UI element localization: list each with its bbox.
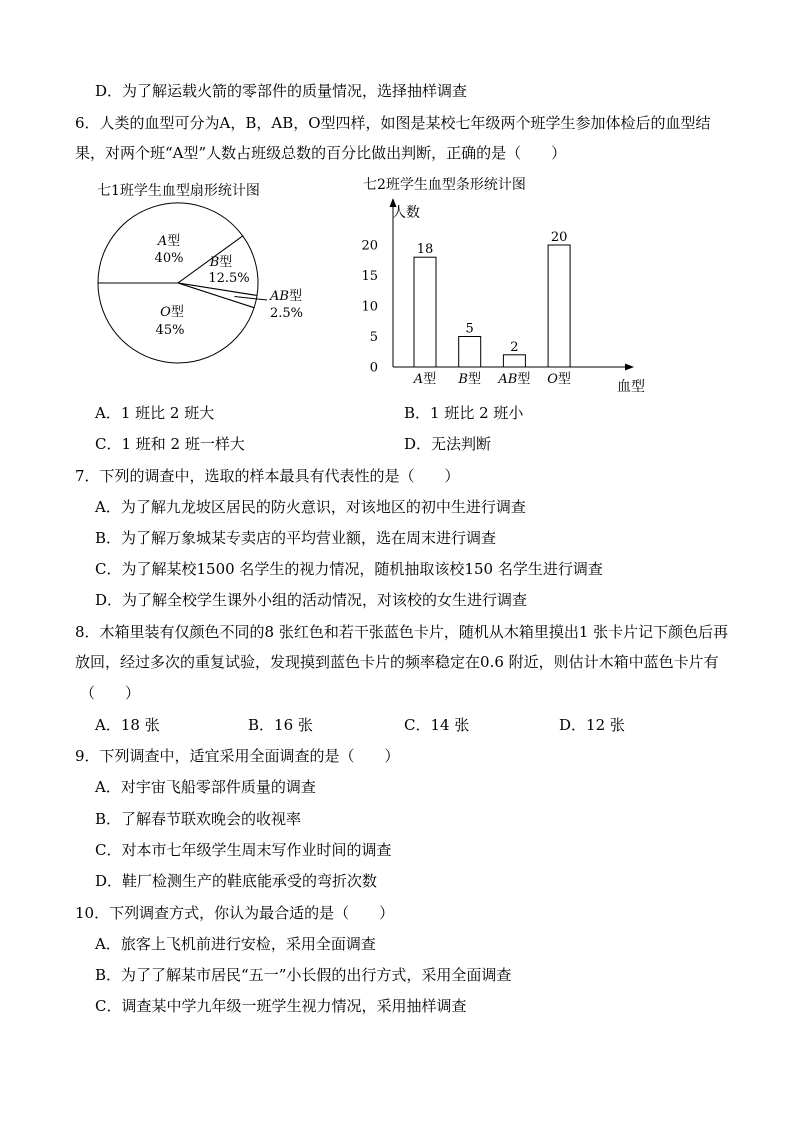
q6-option-a: A．1 班比 2 班大	[95, 404, 215, 422]
bar-category-b: B型	[458, 372, 481, 387]
y-tick-labels	[361, 239, 378, 376]
q8-option-d: D．12 张	[559, 716, 625, 734]
q8-option-c: C．14 张	[404, 716, 470, 734]
x-axis-label: 血型	[617, 379, 645, 395]
q7-option-c: C．为了解某校1500 名学生的视力情况，随机抽取该校150 名学生进行调查	[95, 560, 603, 578]
pie-chart-title: 七1班学生血型扇形统计图	[97, 183, 260, 199]
bar-category-ab: AB型	[498, 372, 531, 387]
y-tick-15: 15	[361, 269, 378, 284]
y-tick-0: 0	[369, 360, 378, 376]
q6-option-d: D．无法判断	[404, 435, 492, 453]
pie-label-o: O型	[160, 305, 184, 320]
bars	[414, 245, 570, 367]
q9-option-a: A．对宇宙飞船零部件质量的调查	[95, 778, 316, 796]
q6-option-b: B．1 班比 2 班小	[404, 404, 524, 422]
pie-value-b: 12.5%	[208, 271, 250, 286]
q8-option-b: B．16 张	[248, 716, 313, 734]
q8-stem-line-2: 放回，经过多次的重复试验，发现摸到蓝色卡片的频率稳定在0.6 附近，则估计木箱中蓝色卡片有	[75, 653, 719, 671]
y-axis-label: 人数	[392, 205, 420, 221]
bar-category-a: A型	[413, 372, 437, 387]
y-tick-10: 10	[361, 299, 378, 315]
pie-label-a: A型	[157, 234, 181, 249]
q9-option-b: B．了解春节联欢晚会的收视率	[95, 810, 302, 828]
pie-label-ab: AB型	[270, 289, 302, 304]
bar-chart	[361, 176, 645, 395]
pie-label-b: B型	[209, 255, 233, 270]
q7-option-a: A．为了解九龙坡区居民的防火意识，对该地区的初中生进行调查	[95, 498, 526, 516]
q8-option-a: A．18 张	[95, 716, 160, 734]
pie-value-ab: 2.5%	[270, 306, 304, 321]
q9-stem: 9．下列调查中，适宜采用全面调查的是（ ）	[75, 747, 400, 765]
bar-labels	[413, 230, 571, 387]
q7-stem: 7．下列的调查中，选取的样本最具有代表性的是（ ）	[75, 467, 460, 485]
bar-a	[414, 257, 436, 367]
y-tick-20: 20	[361, 238, 378, 254]
bar-chart-title: 七2班学生血型条形统计图	[363, 177, 526, 193]
bar-value-b: 5	[465, 321, 474, 337]
q10-option-c: C．调查某中学九年级一班学生视力情况，采用抽样调查	[95, 997, 467, 1015]
x-axis-arrow	[625, 364, 634, 371]
q8-stem-line-3: （ ）	[80, 684, 141, 702]
q6-stem-line-1: 6．人类的血型可分为A，B，AB，O型四样，如图是某校七年级两个班学生参加体检后的血型结	[75, 114, 711, 132]
q5-option-d: D．为了解运载火箭的零部件的质量情况，选择抽样调查	[95, 82, 468, 100]
y-tick-5: 5	[369, 330, 378, 345]
q10-option-b: B．为了了解某市居民“五一”小长假的出行方式，采用全面调查	[95, 966, 512, 984]
q10-stem: 10．下列调查方式，你认为最合适的是（ ）	[75, 904, 395, 922]
pie-value-a: 40%	[154, 251, 184, 266]
pie-chart	[97, 182, 303, 363]
q6-charts	[0, 170, 794, 400]
bar-ab	[503, 355, 525, 367]
q9-option-d: D．鞋厂检测生产的鞋底能承受的弯折次数	[95, 872, 378, 890]
bar-value-o: 20	[550, 230, 568, 245]
bar-b	[459, 337, 481, 368]
pie-value-o: 45%	[155, 323, 185, 338]
q7-option-d: D．为了解全校学生课外小组的活动情况，对该校的女生进行调查	[95, 591, 528, 609]
bar-o	[548, 245, 570, 367]
q10-option-a: A．旅客上飞机前进行安检，采用全面调查	[95, 935, 376, 953]
bar-value-ab: 2	[510, 339, 519, 355]
bar-value-a: 18	[416, 242, 434, 258]
q9-option-c: C．对本市七年级学生周末写作业时间的调查	[95, 841, 392, 859]
q6-option-c: C．1 班和 2 班一样大	[95, 435, 245, 453]
q7-option-b: B．为了解万象城某专卖店的平均营业额，选在周末进行调查	[95, 529, 497, 547]
q6-stem-line-2: 果，对两个班“A型”人数占班级总数的百分比做出判断，正确的是（ ）	[75, 144, 567, 162]
bar-category-o: O型	[547, 372, 571, 387]
q8-stem-line-1: 8．木箱里装有仅颜色不同的8 张红色和若干张蓝色卡片，随机从木箱里摸出1 张卡片记下颜色后再	[75, 623, 729, 641]
